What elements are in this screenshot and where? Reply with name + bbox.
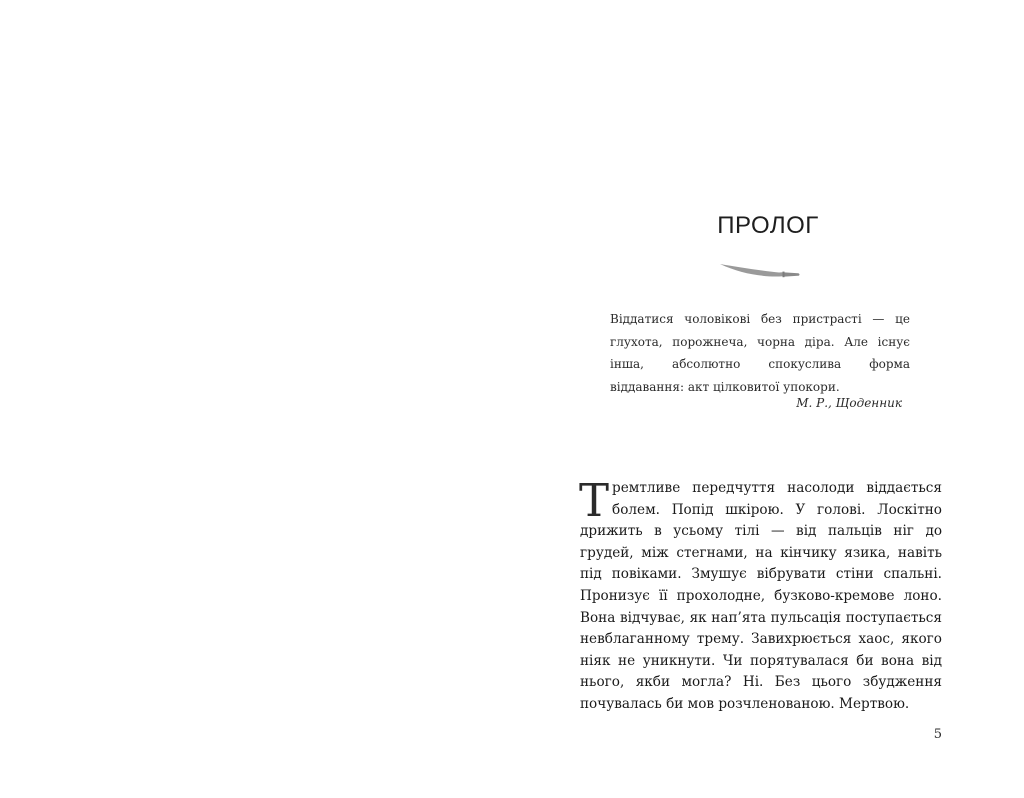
knife-icon — [719, 260, 801, 280]
drop-cap: Т — [579, 474, 610, 527]
page-number: 5 — [933, 727, 942, 742]
epigraph-source: М. Р., Щоденник — [796, 396, 902, 410]
body-paragraph — [579, 474, 942, 716]
right-page — [512, 0, 1024, 798]
epigraph-text: Віддатися чоловікові без пристрасті — це глухота, порожнеча, чорна діра. Але існує інша, абсолютно спокуслива форма віддавання: акт цілковитої упокори. — [610, 312, 910, 394]
chapter-title: ПРОЛОГ — [717, 212, 819, 239]
body-text: ремтливе передчуття насолоди віддається болем. Попід шкірою. У голові. Лоскітно дрижить в усьому тілі — від пальців ніг до грудей, між стегнами, на кінчику язика, навіть під повіками. Змушує вібрувати стіни спальні. Пронизує її прохолодне, бузково-кремове лоно. Вона відчуває, як нап’ята пульсація поступається невблаганному трему. Завихрюється хаос, якого ніяк не уникнути. Чи порятувалася би вона від нього, якби могла? Ні. Без цього збудження почувалась би мов розчленованою. Мертвою. — [580, 480, 942, 712]
